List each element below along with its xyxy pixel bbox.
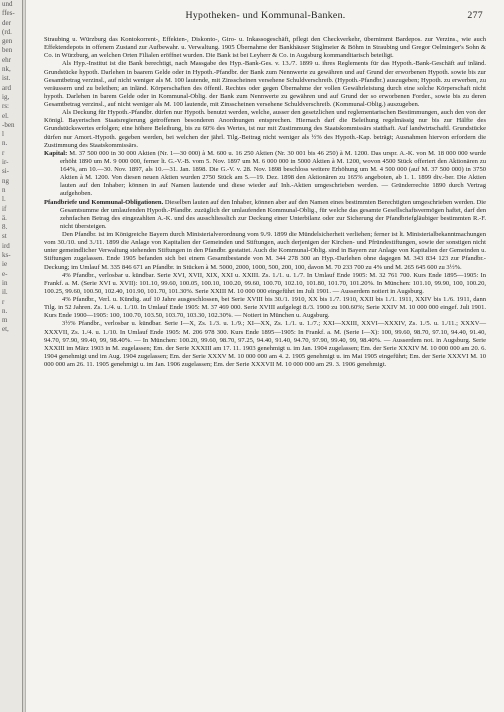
- gutter-fragment: r: [2, 148, 5, 157]
- gutter-fragment: -ben: [2, 120, 15, 129]
- gutter-fragment: r: [2, 297, 5, 306]
- gutter-fragment: st: [2, 232, 7, 241]
- paragraph: [44, 199, 486, 232]
- paragraph-text: Dieselben lauten auf den Inhaber, können aber auf den Namen eines bestimmten Berechtigten umgeschrieben werden. Die Gesamtsumme der umlaufenden Hypoth.-Pfandbr. zuzüglich der umlaufenden Kommunal-Oblig., für welche das gesamte Gesellschaftsvermögen haftet, darf den zehnfachen Betrag des eingezahlten A.-K. und des ausschliesslich zur Deckung einer Unterbilanz oder zur Sicherung der Pfandbriefgläubiger bestimmten R.-F. nicht übersteigen.: [60, 198, 486, 230]
- gutter-fragment: ks-: [2, 251, 11, 260]
- paragraph: [44, 296, 486, 320]
- paragraph: [44, 109, 486, 150]
- page-title: Hypotheken- und Kommunal-Banken.: [185, 10, 346, 21]
- paragraph-text: 4% Pfandbr., verlosbar u. kündbar. Serie XVI, XVII, XIX, XXI u. XXIII. Zs. 1./1. u. 1./7. In Umlauf Ende 1905: M. 32 761 700. Kurs Ende 1895—1905: In Frankf. a. M. (Serie XVI u. XVII): 101.10, 99.60, 100.05, 100.10, 100.20, 99.60, 100.70, 102.10, 101.80, 101.70, 101.20%. In München: 101.10, 99.90, 100, 100.20, 100.25, 99.60, 100.50, 102.40, 101.90, 101.70, 101.30%. Serie XXIII M. 10 000 000 eingeführt im Juli 1901. — Ausserdem notiert in Augsburg.: [44, 271, 486, 295]
- paragraph-text: Als Hyp.-Institut ist die Bank berechtigt, nach Massgabe des Hyp.-Bank-Ges. v. 13./7. 1899 u. ihres Reglements für das Hypoth.-Bank-Geschäft auf inländ. Grundstücke hypoth. Darlehen in baarem Gelde oder in Hypoth.-Pfandbr. der Bank zum Nennwerte zu gewähren und auf Grund der erworbenen Hypoth. sowie bis zur Gesamtbetrag verzinsl., auf nicht weniger als M. 100 lautende, mit Zinsscheinen versehene Schuldverschreib. (Hypoth.-Pfandbr.) auszugeben; Hypoth. zu erwerben, zu veräussern und zu beleihen; an inländ. Körperschaften des öffentl. Rechtes oder gegen Übernahme der vollen Gewährleistung durch eine solche Körperschaft nicht hypoth. Darlehen in barem Gelde oder in Kommunal-Oblig. der Bank zum Nennwerte zu gewähren und auf Grund der so erworbenen Forder., sowie bis zu deren Gesamtbetrag verzinsl., auf nicht weniger als M. 100 lautende, mit Zinsscheinen versehene Schuldverschreib. (Kommunal-Oblig.) auszugeben.: [44, 60, 486, 108]
- paragraph-text: Den Pfandbr. ist im Königreiche Bayern durch Ministerialverordnung vom 9./9. 1899 die Mündelsicherheit verliehen; ferner ist lt. Ministerialbekanntmachungen vom 30./10. und 3./11. 1899 die Anlage von Kapitalien der Gemeinden und Stiftungen, auch derjenigen der Kirchen- und Pfründestiftungen, sowie der sonstigen nicht unter gemeindlicher Verwaltung stehenden Stiftungen in den Pfandbr. gestattet. Auch die Kommunal-Oblig. sind in Bayern zur Anlage von Kapitalien der Gemeinden u. Stiftungen zugelassen. Ende 1905 befanden sich bei einem Gesamtbestande von M. 344 278 300 an Hyp.-Darlehen ohne dagegen M. 343 834 123 zur Pfandbr.-Deckung; im Umlauf M. 335 846 671 an Pfandbr. in Stücken à M. 5000, 2000, 1000, 500, 200, 100, davon M. 70 233 700 zu 4% und M. 265 645 600 zu 3½%.: [44, 231, 486, 271]
- gutter-fragment: ist.: [2, 74, 11, 83]
- paragraph-text: M. 37 500 000 in 30 000 Aktien (Nr. 1—30 000) à M. 600 u. 16 250 Aktien (Nr. 30 001 bis 46 250) à M. 1200. Das urspr. A.-K. von M. 18 000 000 wurde erhöht 1890 um M. 9 000 000, ferner lt. G.-V.-B. vom 5. Nov. 1897 um M. 6 000 000 in 5000 Aktien à M. 1200, wovon 4500 Stück offeriert den Aktionären zu 164%, am 10.—30. Nov. 1897, als 10.—31. Jan. 1898. Die G.-V. v. 28. Nov. 1898 beschloss weitere Erhöhung um M. 4 500 000 (auf M. 37 500 000) in 3750 Aktien à M. 1200. Von diesen neuen Aktien wurden 2750 Stück am 5.—19. Dez. 1898 den Aktionären zu 165% angeboten, ab 1. 1. 1899 div.-ber. Die Aktien lauten auf den Inhaber; können in auf Namen lautende und diese wieder auf Inh.-Aktien umgeschrieben werden. — Gründerrechte 1890 durch Vertrag aufgehoben.: [60, 149, 486, 198]
- gutter-fragment: m: [2, 316, 8, 325]
- gutter-fragment: e-: [2, 269, 8, 278]
- gutter-fragment: ard: [2, 83, 11, 92]
- gutter-fragment: l.: [2, 195, 6, 204]
- gutter-fragment: ird: [2, 241, 10, 250]
- gutter-fragment: si-: [2, 167, 9, 176]
- gutter-fragment: der: [2, 18, 11, 27]
- gutter-fragment: ig,: [2, 92, 10, 101]
- gutter-fragment: ben: [2, 46, 13, 55]
- gutter-fragment: in: [2, 278, 8, 287]
- paragraph: [44, 36, 486, 60]
- gutter-fragment: nk,: [2, 65, 11, 74]
- gutter-fragment: (rd.: [2, 27, 12, 36]
- gutter-fragment: ehr: [2, 55, 11, 64]
- gutter-fragment: n: [2, 185, 6, 194]
- paragraph-text: 3½% Pfandbr., verlosbar u. kündbar. Serie I—X, Zs. 1./3. u. 1./9.; XI—XX, Zs. 1./1. u. 1./7.; XXI—XXIII, XXVI—XXXIV, Zs. 1./5. u. 1./11.; XXXV—XXXVII, Zs. 1./4. u. 1./10. In Umlauf Ende 1905: M. 206 978 300. Kurs Ende 1895—1905: In Frankf. a. M. (Serie I—X): 100, 99.60, 98.70, 97.10, 94.40, 91.40, 94.70, 97.90, 99.40, 99, 98.40%. — In München: 100.20, 99.60, 98.70, 97.25, 94.40, 91.40, 94.70, 97.90, 99.40, 99, 98.40%. — Ausserdem not. in Augsburg. Serie XXXIII im März 1903 in M. zugelassen; Em. der Serie XXXIII am 17. 11. 1903 genehmigt u. im Jan. 1904 zugelassen; Em. der Serie XXXIV M. 10 000 000 am 20. 6. 1904 genehmigt und im Aug. 1904 zugelassen; Em. der Serie XXXV M. 10 000 000 am 4. 2. 1905 genehmigt u. im Mai 1905 eingeführt; Em. der Serie XXXVI M. 10 000 000 am 26. 11. 1905 genehmigt u. im Jan. 1906 zugelassen; Em. der Serie XXXVII M. 10 000 000 am 29. 3. 1906 genehmigt.: [44, 320, 486, 368]
- gutter-fragment: und: [2, 0, 13, 8]
- section-heading: Kapital:: [44, 149, 68, 157]
- paragraph-text: 4% Pfandbr., Verl. u. Kündig. auf 10 Jahre ausgeschlossen, bei Serie XVIII bis 30./1. 1910, XX bis 1./7. 1910, XXII bis 1./1. 1911, XXIV bis 1./6. 1911, dann Tilg. in 52 Jahren. Zs. 1./4. u. 1./10. In Umlauf Ende 1905: M. 37 469 000. Serie XVIII aufgelegt 8./3. 1900 zu 100.60%; Serie XXIV M. 10 000 000 eingef. Juli 1901. Kurs Ende 1900—1905: 100, 100.70, 103.50, 103.70, 103.30, 102.30%. — Notiert in München u. Augsburg.: [44, 296, 486, 320]
- gutter-fragment: n.: [2, 139, 8, 148]
- gutter-fragment: ä.: [2, 213, 7, 222]
- paragraph: [44, 150, 486, 199]
- document-page: [25, 0, 504, 712]
- paragraph-text: Als Deckung für Hypoth.-Pfandbr. dürfen nur Hypoth. benutzt werden, welche, ausser den gesetzlichen und reglementarischen Bestimmungen, auch den von der Königl. Bayerischen Staatsregierung getroffenen besonderen Anordnungen entsprechen. Hiernach darf die Beleihung regelmässig nur bis zur Hälfte des Grundstückswertes erfolgen; eine höhere Beleihung, bis zu 60% des Wertes, ist nur mit Zustimmung des Staatskommissärs statthaft. Auf landwirtschaftl. Grundstücke dürfen nur Amort.-Hypoth. gegeben werden, bei welchen der jährl. Tilg.-Beitrag nicht weniger als ½% des Hypoth.-Kap. beträgt; Ausnahmen hiervon erfordern die Zustimmung des Staatskommissärs.: [44, 109, 486, 149]
- gutter-fragment: rs:: [2, 102, 9, 111]
- paragraph: [44, 231, 486, 272]
- paragraph: [44, 272, 486, 296]
- gutter-fragment: l: [2, 130, 4, 139]
- gutter-fragment: ffes-: [2, 9, 15, 18]
- previous-page-edge: [0, 0, 23, 712]
- page-number: 277: [467, 10, 483, 21]
- gutter-fragment: ir-: [2, 158, 9, 167]
- gutter-fragment: il.: [2, 288, 8, 297]
- section-heading: Pfandbriefe und Kommunal-Obligationen.: [44, 198, 164, 206]
- gutter-fragment: if: [2, 204, 7, 213]
- paragraph-text: Straubing u. Würzburg das Kontokorrent-, Effekten-, Diskonto-, Giro- u. Inkassogeschäft, pflegt den Checkverkehr, übernimmt Bardepos. zur Verzins., wie auch Effektendepots in offenem Zustand zur Aufbewahr. u. Verwaltung. 1905 Übernahme der Bankhäuser Stiglmeier & Böhm in Straubing und Gregor Oelminger's Sohn & Co. in Würzburg, an welchen Orten Filialen eröffnet wurden. Die Bank ist bei Leyherr & Co. in Augsburg kommanditarisch beteiligt.: [44, 36, 486, 60]
- gutter-fragment: n.: [2, 306, 8, 315]
- gutter-fragment: el.: [2, 111, 9, 120]
- gutter-fragment: et,: [2, 325, 9, 334]
- gutter-fragment: gen: [2, 37, 13, 46]
- gutter-fragment: ie: [2, 260, 8, 269]
- paragraph: [44, 60, 486, 109]
- gutter-fragment: 8.: [2, 223, 8, 232]
- running-header: [26, 10, 504, 24]
- gutter-fragment: ng: [2, 176, 9, 185]
- paragraph: [44, 320, 486, 369]
- body-text: [44, 36, 486, 369]
